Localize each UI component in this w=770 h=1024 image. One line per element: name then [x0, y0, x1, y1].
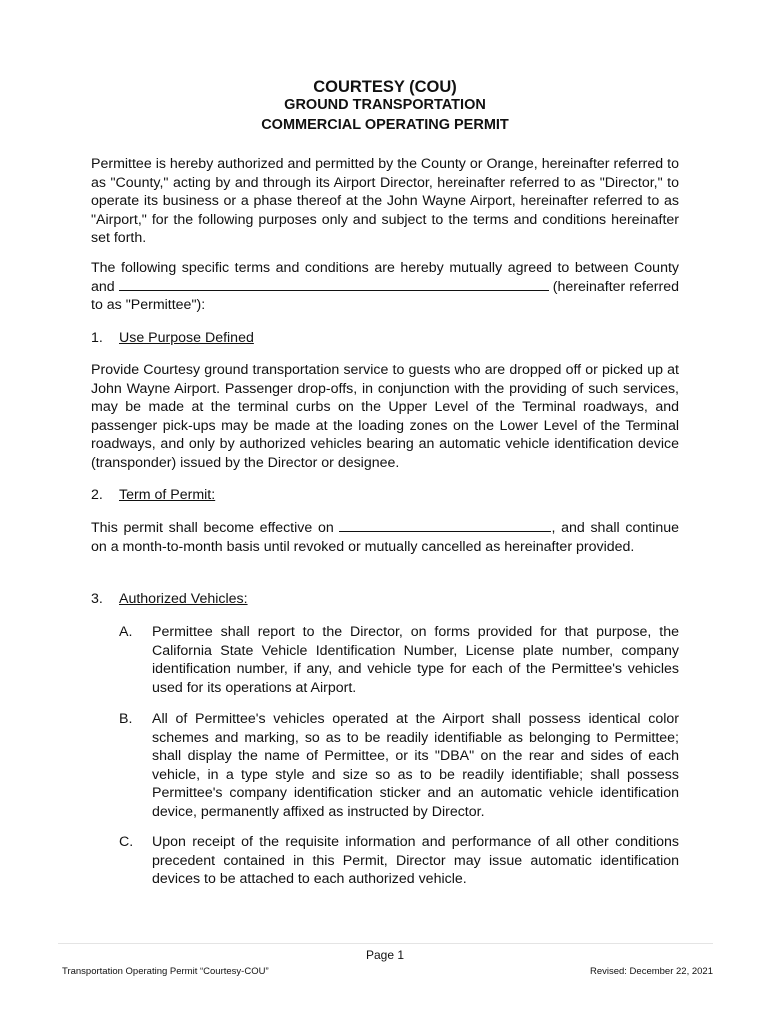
footer-divider: [58, 943, 713, 944]
item-text: Permittee shall report to the Director, on forms provided for that purpose, the California State Vehicle Identification Number, License plate number, company identification number, if any, and vehicle type for each of the Permittee's vehicles used for its operations at Airport.: [152, 624, 679, 696]
section-3-title: Authorized Vehicles:: [119, 591, 248, 607]
list-item: [119, 710, 679, 821]
section-3-number: 3.: [91, 591, 103, 607]
section-1-text: Provide Courtesy ground transportation service to guests who are dropped off or picked up at John Wayne Airport. Passenger drop-offs, in conjunction with the providing of such services, may be made at the terminal curbs on the Upper Level of the Terminal roadways, and passenger pick-ups may be made at the loading zones on the Lower Level of the Terminal roadways, and only by authorized vehicles bearing an automatic vehicle identification device (transponder) issued by the Director or designee.: [91, 362, 679, 471]
section-2-number: 2.: [91, 487, 103, 503]
item-letter: A.: [119, 624, 133, 640]
item-text: Upon receipt of the requisite information and performance of all other conditions precedent contained in this Permit, Director may issue automatic identification devices to be attached to each authorized vehicle.: [152, 834, 679, 887]
item-text: All of Permittee's vehicles operated at the Airport shall possess identical color schemes and marking, so as to be readily identifiable as belonging to Permittee; shall display the name of Permittee, or its "DBA" on the rear and sides of each vehicle, in a type style and size so as to be readily identifiable; shall possess Permittee's company identification sticker and an automatic vehicle identification device, permanently affixed as instructed by Director.: [152, 711, 679, 820]
section-2-text: [91, 519, 679, 556]
section-3-heading: [91, 590, 248, 608]
effective-date-blank[interactable]: [339, 531, 551, 532]
parties-text-after: (hereinafter referred to as "Permittee"):: [91, 278, 679, 313]
section-2-heading: [91, 486, 215, 504]
intro-paragraph: Permittee is hereby authorized and permitted by the County or Orange, hereinafter referred to as "County," acting by and through its Airport Director, hereinafter referred to as "Director," to operate its business or a phase thereof at the John Wayne Airport, hereinafter referred to as "Airport," for the following purposes only and subject to the terms and conditions hereinafter set forth.: [91, 156, 679, 246]
list-item: [119, 833, 679, 889]
footer-document-name: Transportation Operating Permit “Courtesy-COU”: [62, 966, 269, 977]
term-text-after: , and shall continue on a month-to-month basis until revoked or mutually cancelled as hereinafter provided.: [91, 520, 679, 555]
permittee-name-blank[interactable]: [119, 290, 549, 291]
section-1-heading: [91, 329, 254, 347]
section-2-title: Term of Permit:: [119, 487, 216, 503]
section-1-title: Use Purpose Defined: [119, 330, 254, 346]
parties-text-before: The following specific terms and conditions are hereby mutually agreed to between County and: [91, 260, 679, 295]
item-letter: B.: [119, 711, 133, 727]
document-title: COURTESY (COU): [313, 78, 457, 96]
term-text-before: This permit shall become effective on: [91, 520, 334, 536]
item-letter: C.: [119, 834, 134, 850]
list-item: [119, 623, 679, 697]
footer-revised-date: Revised: December 22, 2021: [589, 966, 713, 977]
document-subtitle-2: COMMERCIAL OPERATING PERMIT: [261, 117, 509, 133]
parties-paragraph: [91, 259, 679, 315]
document-subtitle: GROUND TRANSPORTATION: [284, 97, 486, 113]
page-number: Page 1: [365, 948, 405, 962]
section-1-number: 1.: [91, 330, 103, 346]
